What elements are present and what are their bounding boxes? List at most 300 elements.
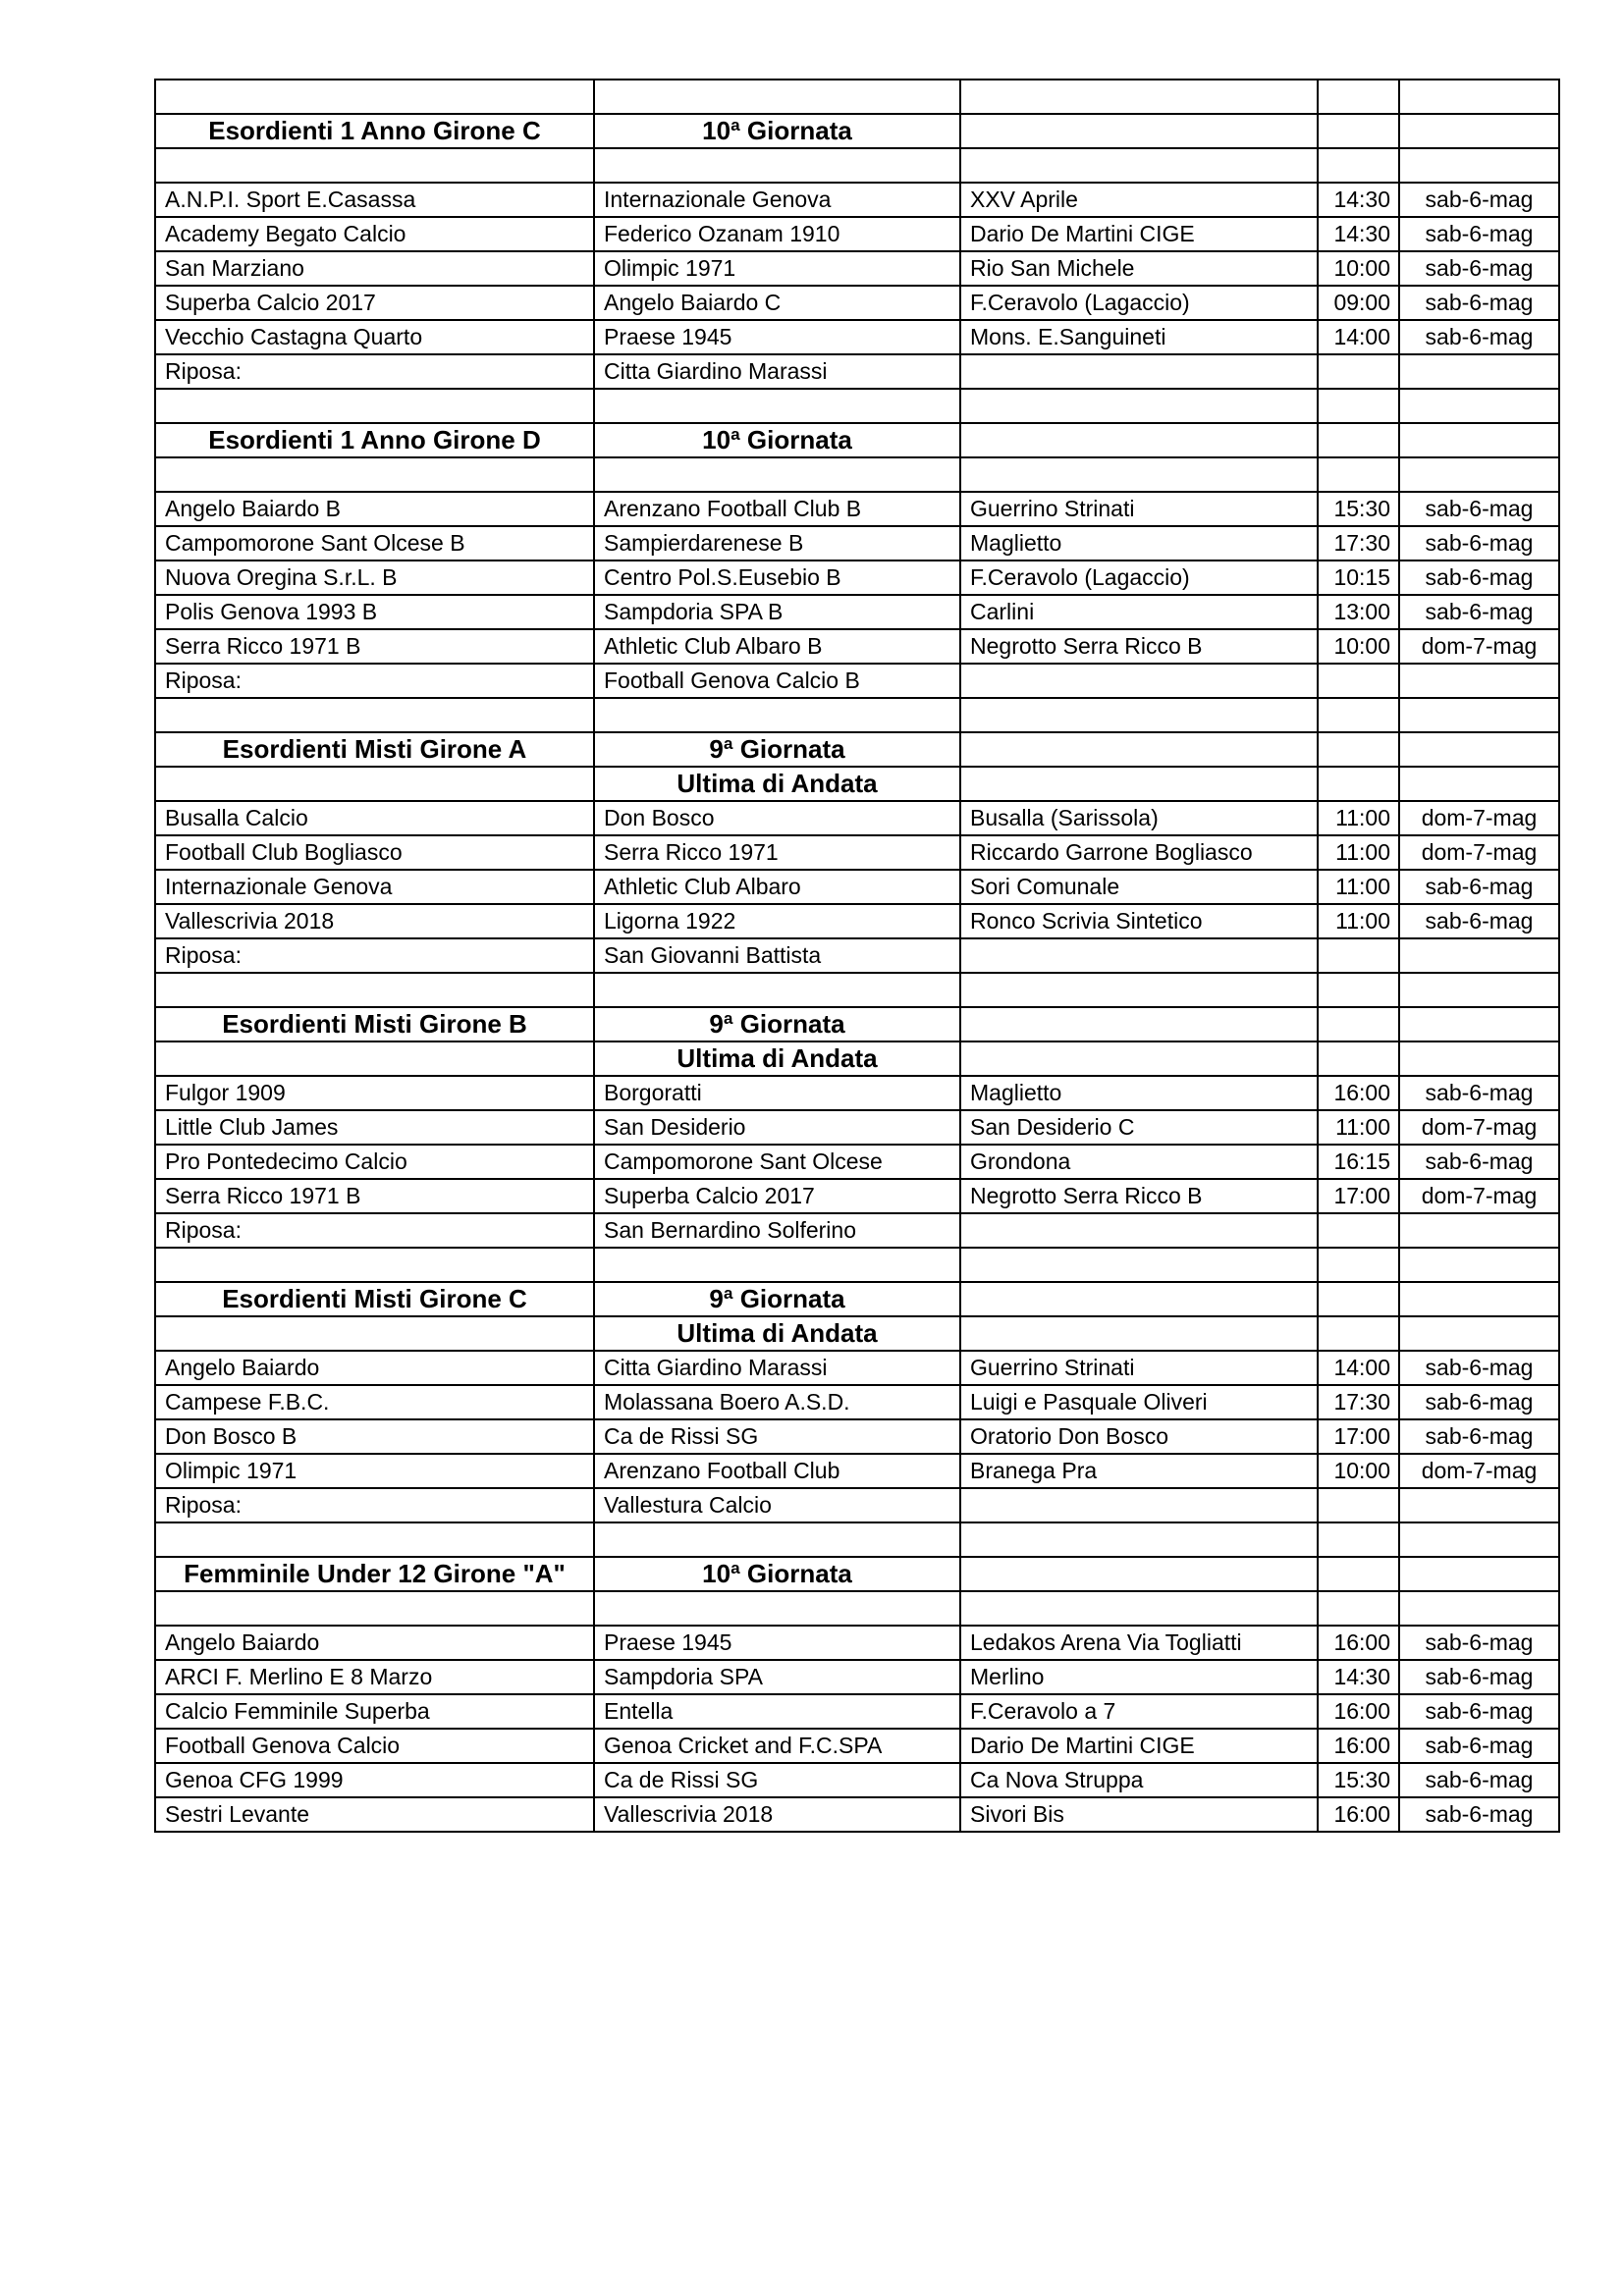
empty-cell	[1399, 389, 1559, 423]
venue: Mons. E.Sanguineti	[960, 320, 1318, 354]
empty-cell	[1399, 1213, 1559, 1248]
home-team: Football Genova Calcio	[155, 1729, 594, 1763]
venue: Ledakos Arena Via Togliatti	[960, 1626, 1318, 1660]
empty-cell	[1318, 1041, 1399, 1076]
match-row	[155, 595, 1559, 629]
match-row	[155, 1076, 1559, 1110]
empty-cell	[1318, 423, 1399, 457]
empty-cell	[960, 973, 1318, 1007]
empty-cell	[960, 1488, 1318, 1522]
venue: Dario De Martini CIGE	[960, 1729, 1318, 1763]
empty-cell	[1318, 1488, 1399, 1522]
empty-cell	[155, 1316, 594, 1351]
round-label: 9ª Giornata	[594, 1007, 960, 1041]
empty-cell	[155, 1522, 594, 1557]
section-subtitle-row	[155, 1316, 1559, 1351]
empty-cell	[1318, 1591, 1399, 1626]
kickoff-time: 11:00	[1318, 904, 1399, 938]
home-team: A.N.P.I. Sport E.Casassa	[155, 183, 594, 217]
round-label: 9ª Giornata	[594, 1282, 960, 1316]
empty-cell	[960, 1316, 1318, 1351]
section-header-row	[155, 732, 1559, 767]
empty-cell	[155, 1248, 594, 1282]
empty-cell	[155, 457, 594, 492]
venue: Negrotto Serra Ricco B	[960, 629, 1318, 664]
empty-cell	[1399, 1282, 1559, 1316]
match-date: sab-6-mag	[1399, 1729, 1559, 1763]
kickoff-time: 14:30	[1318, 217, 1399, 251]
empty-cell	[1399, 1248, 1559, 1282]
kickoff-time: 14:00	[1318, 320, 1399, 354]
home-team: ARCI F. Merlino E 8 Marzo	[155, 1660, 594, 1694]
venue: Rio San Michele	[960, 251, 1318, 286]
rest-team: San Bernardino Solferino	[594, 1213, 960, 1248]
match-date: sab-6-mag	[1399, 526, 1559, 561]
match-date: sab-6-mag	[1399, 1351, 1559, 1385]
match-date: sab-6-mag	[1399, 1660, 1559, 1694]
match-date: sab-6-mag	[1399, 904, 1559, 938]
kickoff-time: 17:30	[1318, 526, 1399, 561]
venue: Sori Comunale	[960, 870, 1318, 904]
home-team: Sestri Levante	[155, 1797, 594, 1832]
home-team: Angelo Baiardo	[155, 1626, 594, 1660]
empty-cell	[1318, 457, 1399, 492]
empty-cell	[594, 1248, 960, 1282]
away-team: Internazionale Genova	[594, 183, 960, 217]
match-date: dom-7-mag	[1399, 629, 1559, 664]
home-team: Genoa CFG 1999	[155, 1763, 594, 1797]
spacer-row	[155, 1522, 1559, 1557]
home-team: Little Club James	[155, 1110, 594, 1145]
section-subtitle-row	[155, 1041, 1559, 1076]
spacer-row	[155, 457, 1559, 492]
empty-cell	[594, 389, 960, 423]
empty-cell	[1399, 973, 1559, 1007]
empty-cell	[1399, 938, 1559, 973]
kickoff-time: 16:00	[1318, 1694, 1399, 1729]
empty-cell	[1399, 148, 1559, 183]
venue: Ronco Scrivia Sintetico	[960, 904, 1318, 938]
section-header-row	[155, 423, 1559, 457]
home-team: Serra Ricco 1971 B	[155, 629, 594, 664]
section-header-row	[155, 1007, 1559, 1041]
match-row	[155, 251, 1559, 286]
empty-cell	[1399, 767, 1559, 801]
group-title: Femminile Under 12 Girone "A"	[155, 1557, 594, 1591]
kickoff-time: 15:30	[1318, 492, 1399, 526]
home-team: San Marziano	[155, 251, 594, 286]
match-date: sab-6-mag	[1399, 1385, 1559, 1419]
empty-cell	[960, 664, 1318, 698]
empty-cell	[1318, 389, 1399, 423]
kickoff-time: 11:00	[1318, 870, 1399, 904]
match-row	[155, 1351, 1559, 1385]
kickoff-time: 14:00	[1318, 1351, 1399, 1385]
away-team: Arenzano Football Club	[594, 1454, 960, 1488]
match-date: sab-6-mag	[1399, 492, 1559, 526]
venue: Dario De Martini CIGE	[960, 217, 1318, 251]
rest-row	[155, 1488, 1559, 1522]
empty-cell	[1318, 1248, 1399, 1282]
empty-cell	[1399, 80, 1559, 114]
empty-cell	[594, 698, 960, 732]
group-title: Esordienti Misti Girone B	[155, 1007, 594, 1041]
kickoff-time: 11:00	[1318, 1110, 1399, 1145]
match-date: sab-6-mag	[1399, 1763, 1559, 1797]
away-team: Molassana Boero A.S.D.	[594, 1385, 960, 1419]
empty-cell	[1399, 1041, 1559, 1076]
empty-cell	[1399, 1316, 1559, 1351]
home-team: Superba Calcio 2017	[155, 286, 594, 320]
rest-row	[155, 664, 1559, 698]
empty-cell	[1318, 354, 1399, 389]
home-team: Olimpic 1971	[155, 1454, 594, 1488]
match-row	[155, 629, 1559, 664]
match-date: sab-6-mag	[1399, 1076, 1559, 1110]
venue: San Desiderio C	[960, 1110, 1318, 1145]
match-date: sab-6-mag	[1399, 595, 1559, 629]
venue: Maglietto	[960, 1076, 1318, 1110]
group-title: Esordienti Misti Girone C	[155, 1282, 594, 1316]
match-row	[155, 286, 1559, 320]
venue: Riccardo Garrone Bogliasco	[960, 835, 1318, 870]
empty-cell	[594, 148, 960, 183]
rest-team: San Giovanni Battista	[594, 938, 960, 973]
away-team: Entella	[594, 1694, 960, 1729]
away-team: Ca de Rissi SG	[594, 1763, 960, 1797]
match-date: sab-6-mag	[1399, 217, 1559, 251]
away-team: Genoa Cricket and F.C.SPA	[594, 1729, 960, 1763]
match-date: sab-6-mag	[1399, 1626, 1559, 1660]
away-team: Athletic Club Albaro	[594, 870, 960, 904]
empty-cell	[1318, 1213, 1399, 1248]
empty-cell	[1399, 1488, 1559, 1522]
match-row	[155, 526, 1559, 561]
round-label: 10ª Giornata	[594, 423, 960, 457]
match-row	[155, 561, 1559, 595]
kickoff-time: 11:00	[1318, 801, 1399, 835]
empty-cell	[155, 148, 594, 183]
spacer-row	[155, 973, 1559, 1007]
match-date: dom-7-mag	[1399, 1110, 1559, 1145]
away-team: Sampdoria SPA B	[594, 595, 960, 629]
section-header-row	[155, 1282, 1559, 1316]
empty-cell	[1399, 1591, 1559, 1626]
away-team: San Desiderio	[594, 1110, 960, 1145]
spacer-row	[155, 148, 1559, 183]
venue: XXV Aprile	[960, 183, 1318, 217]
kickoff-time: 16:00	[1318, 1729, 1399, 1763]
match-row	[155, 1419, 1559, 1454]
empty-cell	[1318, 80, 1399, 114]
match-row	[155, 1694, 1559, 1729]
match-row	[155, 1763, 1559, 1797]
empty-cell	[155, 389, 594, 423]
match-row	[155, 183, 1559, 217]
kickoff-time: 09:00	[1318, 286, 1399, 320]
empty-cell	[1318, 767, 1399, 801]
empty-cell	[1318, 664, 1399, 698]
away-team: Olimpic 1971	[594, 251, 960, 286]
away-team: Borgoratti	[594, 1076, 960, 1110]
home-team: Nuova Oregina S.r.L. B	[155, 561, 594, 595]
empty-cell	[155, 80, 594, 114]
empty-cell	[1399, 732, 1559, 767]
empty-cell	[960, 767, 1318, 801]
match-row	[155, 801, 1559, 835]
empty-cell	[155, 1041, 594, 1076]
venue: Carlini	[960, 595, 1318, 629]
spacer-row	[155, 389, 1559, 423]
empty-cell	[1318, 1282, 1399, 1316]
away-team: Sampierdarenese B	[594, 526, 960, 561]
rest-row	[155, 1213, 1559, 1248]
away-team: Ca de Rissi SG	[594, 1419, 960, 1454]
empty-cell	[1318, 698, 1399, 732]
match-date: sab-6-mag	[1399, 1419, 1559, 1454]
match-row	[155, 1660, 1559, 1694]
home-team: Pro Pontedecimo Calcio	[155, 1145, 594, 1179]
empty-cell	[1318, 973, 1399, 1007]
venue: Ca Nova Struppa	[960, 1763, 1318, 1797]
rest-label: Riposa:	[155, 664, 594, 698]
empty-cell	[1399, 664, 1559, 698]
empty-cell	[960, 354, 1318, 389]
kickoff-time: 13:00	[1318, 595, 1399, 629]
home-team: Campese F.B.C.	[155, 1385, 594, 1419]
empty-cell	[1318, 1316, 1399, 1351]
match-row	[155, 1145, 1559, 1179]
empty-cell	[960, 1248, 1318, 1282]
venue: Guerrino Strinati	[960, 1351, 1318, 1385]
empty-cell	[1399, 354, 1559, 389]
away-team: Praese 1945	[594, 320, 960, 354]
group-title: Esordienti 1 Anno Girone C	[155, 114, 594, 148]
away-team: Superba Calcio 2017	[594, 1179, 960, 1213]
match-row	[155, 1385, 1559, 1419]
away-team: Arenzano Football Club B	[594, 492, 960, 526]
match-row	[155, 1729, 1559, 1763]
away-team: Athletic Club Albaro B	[594, 629, 960, 664]
match-date: dom-7-mag	[1399, 1454, 1559, 1488]
kickoff-time: 17:00	[1318, 1419, 1399, 1454]
venue: F.Ceravolo (Lagaccio)	[960, 286, 1318, 320]
home-team: Internazionale Genova	[155, 870, 594, 904]
section-subtitle-row	[155, 767, 1559, 801]
kickoff-time: 17:00	[1318, 1179, 1399, 1213]
round-subtitle: Ultima di Andata	[594, 1316, 960, 1351]
section-header-row	[155, 114, 1559, 148]
kickoff-time: 17:30	[1318, 1385, 1399, 1419]
venue: Oratorio Don Bosco	[960, 1419, 1318, 1454]
away-team: Citta Giardino Marassi	[594, 1351, 960, 1385]
group-title: Esordienti 1 Anno Girone D	[155, 423, 594, 457]
empty-cell	[960, 1522, 1318, 1557]
empty-cell	[960, 457, 1318, 492]
empty-cell	[155, 1591, 594, 1626]
home-team: Football Club Bogliasco	[155, 835, 594, 870]
kickoff-time: 10:15	[1318, 561, 1399, 595]
match-row	[155, 217, 1559, 251]
empty-cell	[960, 423, 1318, 457]
empty-cell	[960, 1007, 1318, 1041]
match-date: sab-6-mag	[1399, 1145, 1559, 1179]
away-team: Angelo Baiardo C	[594, 286, 960, 320]
kickoff-time: 14:30	[1318, 183, 1399, 217]
round-label: 9ª Giornata	[594, 732, 960, 767]
match-row	[155, 1110, 1559, 1145]
home-team: Vallescrivia 2018	[155, 904, 594, 938]
kickoff-time: 14:30	[1318, 1660, 1399, 1694]
empty-cell	[1318, 148, 1399, 183]
match-date: sab-6-mag	[1399, 561, 1559, 595]
empty-cell	[594, 1522, 960, 1557]
spacer-row	[155, 1591, 1559, 1626]
section-header-row	[155, 1557, 1559, 1591]
home-team: Academy Begato Calcio	[155, 217, 594, 251]
empty-cell	[960, 1213, 1318, 1248]
round-subtitle: Ultima di Andata	[594, 767, 960, 801]
match-row	[155, 1626, 1559, 1660]
empty-cell	[1318, 114, 1399, 148]
match-date: dom-7-mag	[1399, 835, 1559, 870]
rest-team: Vallestura Calcio	[594, 1488, 960, 1522]
away-team: Centro Pol.S.Eusebio B	[594, 561, 960, 595]
empty-cell	[1318, 1007, 1399, 1041]
empty-cell	[960, 1591, 1318, 1626]
empty-cell	[1318, 1522, 1399, 1557]
match-date: sab-6-mag	[1399, 870, 1559, 904]
venue: Sivori Bis	[960, 1797, 1318, 1832]
match-row	[155, 1797, 1559, 1832]
venue: Maglietto	[960, 526, 1318, 561]
rest-team: Football Genova Calcio B	[594, 664, 960, 698]
empty-cell	[155, 767, 594, 801]
empty-cell	[594, 80, 960, 114]
match-row	[155, 835, 1559, 870]
match-date: sab-6-mag	[1399, 183, 1559, 217]
spacer-row	[155, 698, 1559, 732]
home-team: Calcio Femminile Superba	[155, 1694, 594, 1729]
rest-label: Riposa:	[155, 938, 594, 973]
venue: Luigi e Pasquale Oliveri	[960, 1385, 1318, 1419]
match-row	[155, 904, 1559, 938]
venue: Negrotto Serra Ricco B	[960, 1179, 1318, 1213]
rest-label: Riposa:	[155, 1213, 594, 1248]
venue: Branega Pra	[960, 1454, 1318, 1488]
kickoff-time: 10:00	[1318, 1454, 1399, 1488]
match-row	[155, 1179, 1559, 1213]
empty-cell	[1318, 1557, 1399, 1591]
empty-cell	[155, 698, 594, 732]
match-date: sab-6-mag	[1399, 251, 1559, 286]
schedule-table	[154, 79, 1560, 1833]
venue: F.Ceravolo (Lagaccio)	[960, 561, 1318, 595]
kickoff-time: 10:00	[1318, 629, 1399, 664]
empty-cell	[1399, 1007, 1559, 1041]
away-team: Federico Ozanam 1910	[594, 217, 960, 251]
venue: Grondona	[960, 1145, 1318, 1179]
empty-cell	[960, 1041, 1318, 1076]
match-row	[155, 870, 1559, 904]
match-date: sab-6-mag	[1399, 286, 1559, 320]
kickoff-time: 16:00	[1318, 1076, 1399, 1110]
empty-cell	[1399, 1522, 1559, 1557]
empty-cell	[960, 389, 1318, 423]
kickoff-time: 11:00	[1318, 835, 1399, 870]
empty-cell	[1318, 938, 1399, 973]
kickoff-time: 15:30	[1318, 1763, 1399, 1797]
away-team: Praese 1945	[594, 1626, 960, 1660]
venue: Merlino	[960, 1660, 1318, 1694]
away-team: Ligorna 1922	[594, 904, 960, 938]
empty-cell	[960, 732, 1318, 767]
match-date: sab-6-mag	[1399, 320, 1559, 354]
home-team: Campomorone Sant Olcese B	[155, 526, 594, 561]
empty-cell	[960, 80, 1318, 114]
empty-cell	[960, 148, 1318, 183]
schedule-body	[155, 80, 1559, 1832]
empty-cell	[1399, 114, 1559, 148]
match-row	[155, 1454, 1559, 1488]
kickoff-time: 10:00	[1318, 251, 1399, 286]
rest-team: Citta Giardino Marassi	[594, 354, 960, 389]
match-date: sab-6-mag	[1399, 1694, 1559, 1729]
kickoff-time: 16:00	[1318, 1626, 1399, 1660]
round-subtitle: Ultima di Andata	[594, 1041, 960, 1076]
spacer-row	[155, 1248, 1559, 1282]
empty-cell	[594, 973, 960, 1007]
home-team: Busalla Calcio	[155, 801, 594, 835]
empty-cell	[1399, 1557, 1559, 1591]
empty-cell	[1399, 457, 1559, 492]
spacer-row	[155, 80, 1559, 114]
home-team: Vecchio Castagna Quarto	[155, 320, 594, 354]
away-team: Serra Ricco 1971	[594, 835, 960, 870]
rest-label: Riposa:	[155, 354, 594, 389]
home-team: Angelo Baiardo	[155, 1351, 594, 1385]
empty-cell	[960, 698, 1318, 732]
rest-row	[155, 938, 1559, 973]
home-team: Polis Genova 1993 B	[155, 595, 594, 629]
empty-cell	[960, 938, 1318, 973]
venue: Busalla (Sarissola)	[960, 801, 1318, 835]
venue: F.Ceravolo a 7	[960, 1694, 1318, 1729]
empty-cell	[960, 1282, 1318, 1316]
away-team: Sampdoria SPA	[594, 1660, 960, 1694]
kickoff-time: 16:15	[1318, 1145, 1399, 1179]
rest-label: Riposa:	[155, 1488, 594, 1522]
home-team: Fulgor 1909	[155, 1076, 594, 1110]
match-row	[155, 492, 1559, 526]
away-team: Don Bosco	[594, 801, 960, 835]
empty-cell	[594, 1591, 960, 1626]
home-team: Don Bosco B	[155, 1419, 594, 1454]
empty-cell	[960, 114, 1318, 148]
venue: Guerrino Strinati	[960, 492, 1318, 526]
round-label: 10ª Giornata	[594, 114, 960, 148]
empty-cell	[1318, 732, 1399, 767]
home-team: Angelo Baiardo B	[155, 492, 594, 526]
empty-cell	[1399, 423, 1559, 457]
empty-cell	[1399, 698, 1559, 732]
home-team: Serra Ricco 1971 B	[155, 1179, 594, 1213]
empty-cell	[594, 457, 960, 492]
match-date: dom-7-mag	[1399, 801, 1559, 835]
away-team: Vallescrivia 2018	[594, 1797, 960, 1832]
away-team: Campomorone Sant Olcese	[594, 1145, 960, 1179]
round-label: 10ª Giornata	[594, 1557, 960, 1591]
